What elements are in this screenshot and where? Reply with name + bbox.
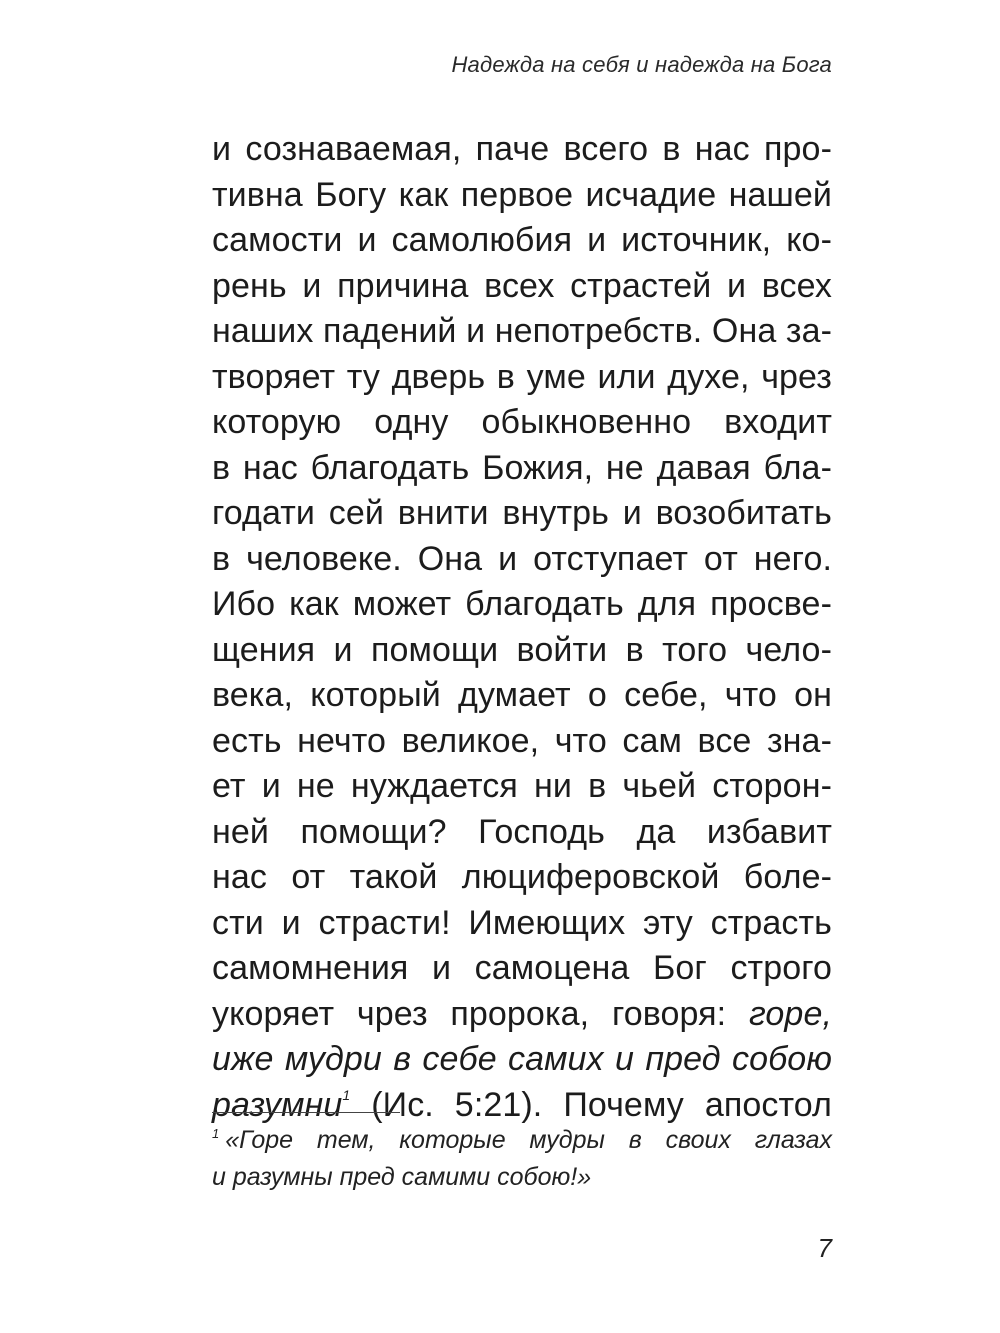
text-segment: укоряет чрез пророка, говоря: — [212, 994, 749, 1033]
text-line: наших падений и непотребств. Она за- — [212, 312, 832, 350]
text-line: ней помощи? Господь да избавит — [212, 812, 832, 851]
footnote-line: и разумны пред самими собою!» — [212, 1163, 592, 1191]
text-line: сти и страсти! Имеющих эту страсть — [212, 903, 832, 942]
footnote-text: «Горе тем, которые мудры в своих глазах — [225, 1126, 832, 1154]
text-line: в нас благодать Божия, не давая бла- — [212, 448, 832, 487]
text-line: щения и помощи войти в того чело- — [212, 630, 832, 669]
scripture-quote: горе, — [748, 994, 832, 1033]
text-line: рень и причина всех страстей и всех — [212, 266, 832, 305]
text-line — [212, 992, 832, 1038]
text-line: есть нечто великое, что сам все зна- — [212, 721, 832, 760]
text-line: которую одну обыкновенно входит — [212, 403, 832, 441]
text-line: Ибо как может благодать для просве- — [212, 585, 832, 623]
main-text — [212, 127, 832, 1128]
text-line: самомнения и самоцена Бог строго — [212, 949, 832, 987]
running-header: Надежда на себя и надежда на Бога — [451, 52, 832, 77]
footnote-separator — [212, 1112, 400, 1113]
scripture-quote: разумни — [212, 1085, 343, 1124]
text-line: в человеке. Она и отступает от него. — [212, 539, 832, 578]
footnote-line — [212, 1122, 832, 1159]
text-line: годати сей внити внутрь и возобитать — [212, 494, 832, 532]
text-segment: (Ис. 5:21). Почему апостол — [350, 1085, 832, 1124]
scripture-quote-line: иже мудри в себе самих и пред собою — [212, 1040, 832, 1078]
footnote-number: 1 — [212, 1126, 220, 1141]
footnote-reference[interactable]: 1 — [342, 1086, 351, 1103]
text-line: и сознаваемая, паче всего в нас про- — [212, 130, 832, 168]
page-number: 7 — [817, 1233, 832, 1263]
text-line: ет и не нуждается ни в чьей сторон- — [212, 767, 832, 805]
text-line: самости и самолюбия и источник, ко- — [212, 221, 832, 259]
text-line: тивна Богу как первое исчадие нашей — [212, 175, 832, 214]
text-line: нас от такой люциферовской боле- — [212, 858, 832, 896]
text-line: творяет ту дверь в уме или духе, чрез — [212, 357, 832, 396]
footnote — [212, 1122, 832, 1196]
text-line: века, который думает о себе, что он — [212, 676, 832, 714]
